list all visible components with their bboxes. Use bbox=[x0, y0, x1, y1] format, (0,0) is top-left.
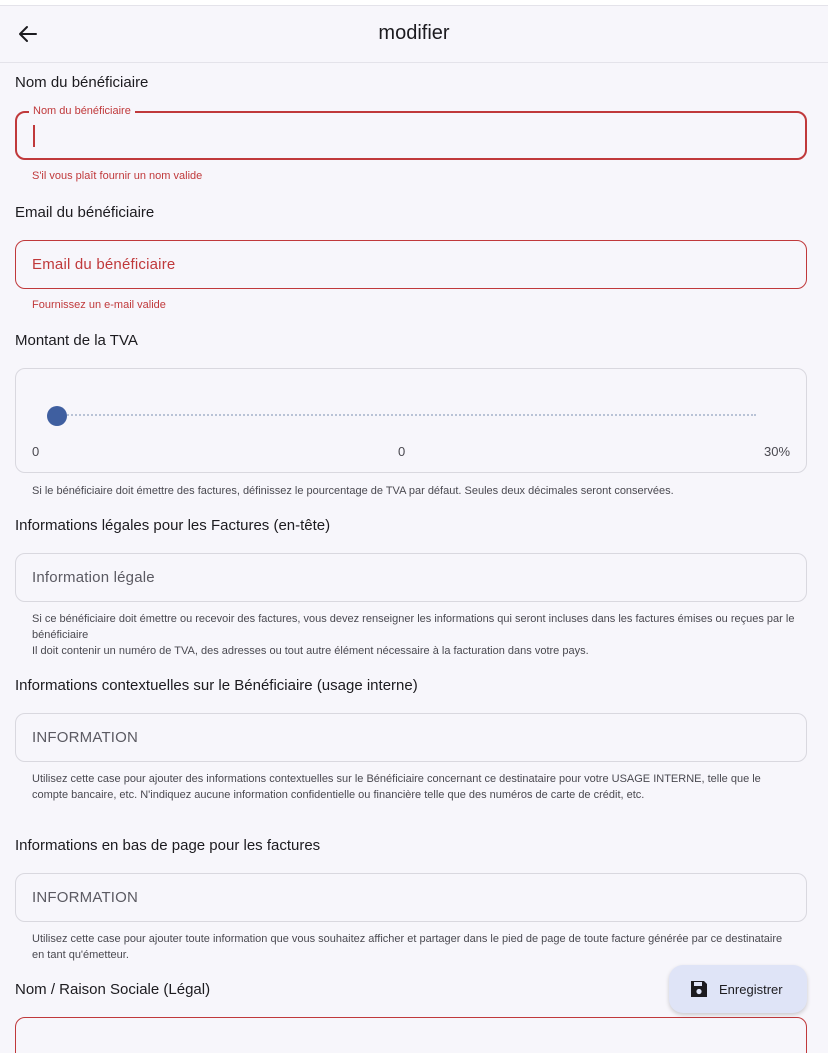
legal-info-help-text bbox=[32, 611, 797, 659]
context-info-placeholder: INFORMATION bbox=[32, 729, 139, 746]
beneficiary-email-input[interactable] bbox=[15, 240, 807, 289]
save-icon bbox=[689, 979, 709, 999]
beneficiary-email-label: Email du bénéficiaire bbox=[15, 204, 155, 221]
beneficiary-name-error: S'il vous plaît fournir un nom valide bbox=[32, 170, 203, 182]
context-info-label: Informations contextuelles sur le Bénéficiaire (usage interne) bbox=[15, 677, 418, 694]
save-button-label: Enregistrer bbox=[719, 982, 783, 997]
context-info-help-text: Utilisez cette case pour ajouter des informations contextuelles sur le Bénéficiaire concernant ce destinataire pour votre USAGE INTERNE, telle que le compte bancaire, etc. N'indiquez aucune information confidentielle ou financière telle que des numéros de carte de crédit, etc. bbox=[32, 773, 761, 801]
vat-slider-track[interactable] bbox=[56, 414, 756, 416]
vat-help-text: Si le bénéficiaire doit émettre des factures, définissez le pourcentage de TVA par défaut. Seules deux décimales seront conservées. bbox=[32, 485, 674, 497]
legal-info-input[interactable] bbox=[15, 553, 807, 602]
context-info-input[interactable] bbox=[15, 713, 807, 762]
text-cursor bbox=[33, 125, 35, 147]
vat-value-label: 0 bbox=[398, 444, 406, 459]
legal-info-help-line1: Si ce bénéficiaire doit émettre ou recevoir des factures, vous devez renseigner les informations qui seront incluses dans les factures émises ou reçues par le bénéficiaire bbox=[32, 613, 795, 641]
legal-info-help-line2: Il doit contenir un numéro de TVA, des adresses ou tout autre élément nécessaire à la facturation dans votre pays. bbox=[32, 645, 589, 657]
legal-info-label: Informations légales pour les Factures (en-tête) bbox=[15, 517, 331, 534]
vat-slider-container bbox=[15, 368, 807, 473]
page-title: modifier bbox=[378, 22, 450, 44]
beneficiary-name-label: Nom du bénéficiaire bbox=[15, 74, 149, 91]
footer-info-label: Informations en bas de page pour les factures bbox=[15, 837, 321, 854]
footer-info-placeholder: INFORMATION bbox=[32, 889, 139, 906]
legal-name-input[interactable] bbox=[15, 1017, 807, 1053]
beneficiary-name-floating-label: Nom du bénéficiaire bbox=[29, 105, 135, 117]
legal-info-placeholder: Information légale bbox=[32, 569, 155, 586]
legal-name-label: Nom / Raison Sociale (Légal) bbox=[15, 981, 211, 998]
vat-slider-thumb[interactable] bbox=[47, 406, 67, 426]
beneficiary-email-error: Fournissez un e-mail valide bbox=[32, 299, 166, 311]
footer-info-help-text: Utilisez cette case pour ajouter toute information que vous souhaitez afficher et partager dans le pied de page de toute facture générée par ce destinataire en tant qu'émetteur. bbox=[32, 933, 783, 961]
vat-label: Montant de la TVA bbox=[15, 332, 138, 349]
vat-max-label: 30% bbox=[764, 444, 791, 459]
vat-min-label: 0 bbox=[32, 444, 40, 459]
beneficiary-email-placeholder: Email du bénéficiaire bbox=[32, 256, 176, 273]
save-button[interactable] bbox=[669, 965, 807, 1013]
app-bar bbox=[0, 6, 828, 63]
footer-info-input[interactable] bbox=[15, 873, 807, 922]
beneficiary-name-input[interactable] bbox=[15, 105, 807, 160]
